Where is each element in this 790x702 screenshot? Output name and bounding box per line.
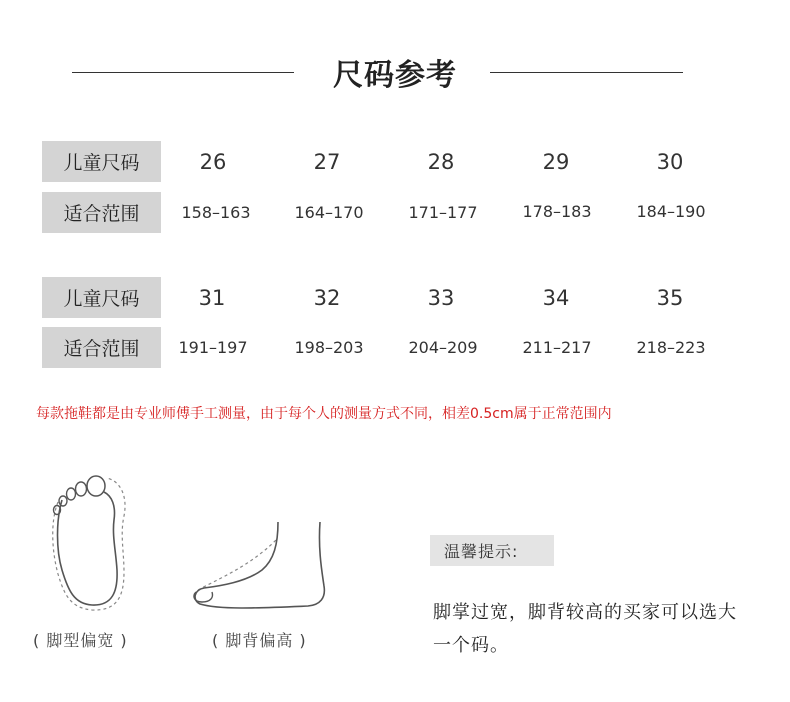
wide-foot-icon — [44, 462, 134, 614]
size-value: 30 — [656, 150, 684, 174]
size-value: 35 — [656, 286, 684, 310]
range-value: 211–217 — [522, 338, 592, 357]
range-value: 204–209 — [408, 338, 478, 357]
range-label-cell: 适合范围 — [42, 192, 161, 233]
title-right-rule — [490, 72, 683, 73]
size-value: 31 — [198, 286, 226, 310]
measurement-note: 每款拖鞋都是由专业师傅手工测量，由于每个人的测量方式不同，相差0.5cm属于正常范围内 — [36, 406, 612, 422]
size-value: 29 — [542, 150, 570, 174]
size-value: 33 — [427, 286, 455, 310]
range-value: 158–163 — [181, 203, 251, 222]
size-value: 34 — [542, 286, 570, 310]
range-value: 178–183 — [522, 202, 592, 221]
range-value: 171–177 — [408, 203, 478, 222]
size-value: 27 — [313, 150, 341, 174]
size-value: 28 — [427, 150, 455, 174]
range-value: 198–203 — [294, 338, 364, 357]
size-value: 32 — [313, 286, 341, 310]
wide-foot-caption: ( 脚型偏宽 ) — [33, 631, 128, 650]
size-label-cell: 儿童尺码 — [42, 141, 161, 182]
range-value: 191–197 — [178, 338, 248, 357]
range-value: 184–190 — [636, 202, 706, 221]
range-label-cell: 适合范围 — [42, 327, 161, 368]
size-label-cell: 儿童尺码 — [42, 277, 161, 318]
page-title: 尺码参考 — [333, 58, 457, 93]
high-instep-foot-icon — [190, 520, 330, 612]
tip-title-box: 温馨提示: — [430, 535, 554, 566]
range-value: 164–170 — [294, 203, 364, 222]
tip-body: 脚掌过宽，脚背较高的买家可以选大一个码。 — [433, 602, 737, 656]
size-value: 26 — [199, 150, 227, 174]
high-instep-caption: ( 脚背偏高 ) — [212, 631, 307, 650]
range-value: 218–223 — [636, 338, 706, 357]
